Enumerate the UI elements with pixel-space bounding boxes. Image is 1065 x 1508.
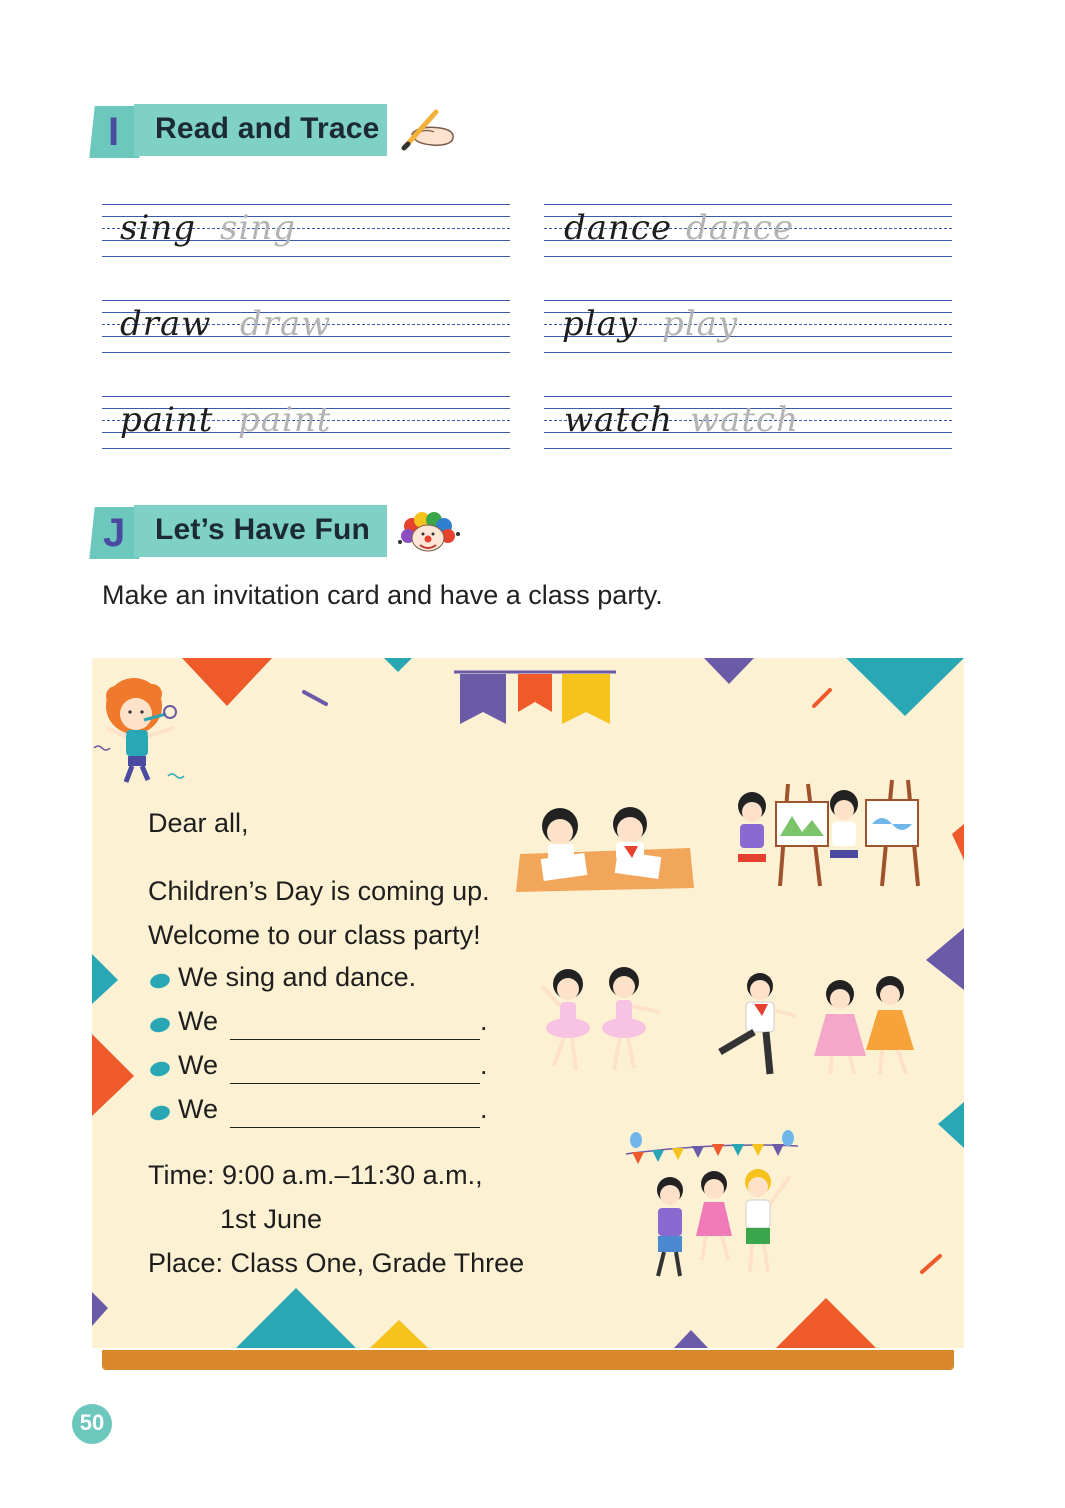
trace-word-ghost[interactable]: watch <box>690 400 799 440</box>
section-title: Read and Trace <box>155 112 380 145</box>
trace-row <box>544 396 952 450</box>
card-bottom-strip <box>102 1350 954 1370</box>
party-time: Time: 9:00 a.m.–11:30 a.m., <box>148 1160 483 1190</box>
instruction-text: Make an invitation card and have a class party. <box>102 580 663 610</box>
section-title: Let’s Have Fun <box>155 513 371 546</box>
trace-word: draw <box>120 304 212 344</box>
section-letter: J <box>103 511 126 555</box>
activity-blank[interactable] <box>230 1083 480 1084</box>
trace-word-ghost[interactable]: paint <box>238 400 332 440</box>
trace-word: watch <box>564 400 673 440</box>
greeting: Dear all, <box>148 808 249 838</box>
activity-item: We <box>178 1094 219 1124</box>
trace-word: dance <box>564 208 673 248</box>
activity-blank[interactable] <box>230 1127 480 1128</box>
girl-party-horn-illustration <box>94 676 190 788</box>
kids-playing-illustration <box>706 970 920 1082</box>
invitation-line: Welcome to our class party! <box>148 920 481 950</box>
activity-item: We <box>178 1006 219 1036</box>
trace-row <box>544 204 952 258</box>
clown-face-icon <box>396 512 466 554</box>
girls-dancing-illustration <box>530 962 666 1078</box>
trace-row <box>544 300 952 354</box>
trace-word-ghost[interactable]: play <box>662 304 739 344</box>
invitation-line: Children’s Day is coming up. <box>148 876 490 906</box>
kids-painting-illustration <box>732 776 924 890</box>
activity-item: We <box>178 1050 219 1080</box>
trace-word-ghost[interactable]: sing <box>220 208 296 248</box>
blank-period: . <box>480 1094 488 1124</box>
hand-pencil-icon <box>398 108 458 154</box>
kids-singing-illustration <box>622 1132 802 1282</box>
page-number: 50 <box>79 1410 105 1435</box>
trace-row <box>102 396 510 450</box>
trace-word-ghost[interactable]: dance <box>686 208 795 248</box>
activity-blank[interactable] <box>230 1039 480 1040</box>
activity-item: We sing and dance. <box>178 962 417 992</box>
party-place: Place: Class One, Grade Three <box>148 1248 525 1278</box>
blank-period: . <box>480 1006 488 1036</box>
party-date: 1st June <box>220 1204 323 1234</box>
blank-period: . <box>480 1050 488 1080</box>
bunting-flags <box>454 668 616 730</box>
trace-word: paint <box>120 400 214 440</box>
trace-word: sing <box>120 208 196 248</box>
trace-word: play <box>562 304 639 344</box>
section-letter: I <box>108 110 120 154</box>
trace-row <box>102 300 510 354</box>
trace-word-ghost[interactable]: draw <box>240 304 332 344</box>
trace-row <box>102 204 510 258</box>
invitation-card <box>92 658 964 1348</box>
kids-drawing-illustration <box>512 796 698 896</box>
